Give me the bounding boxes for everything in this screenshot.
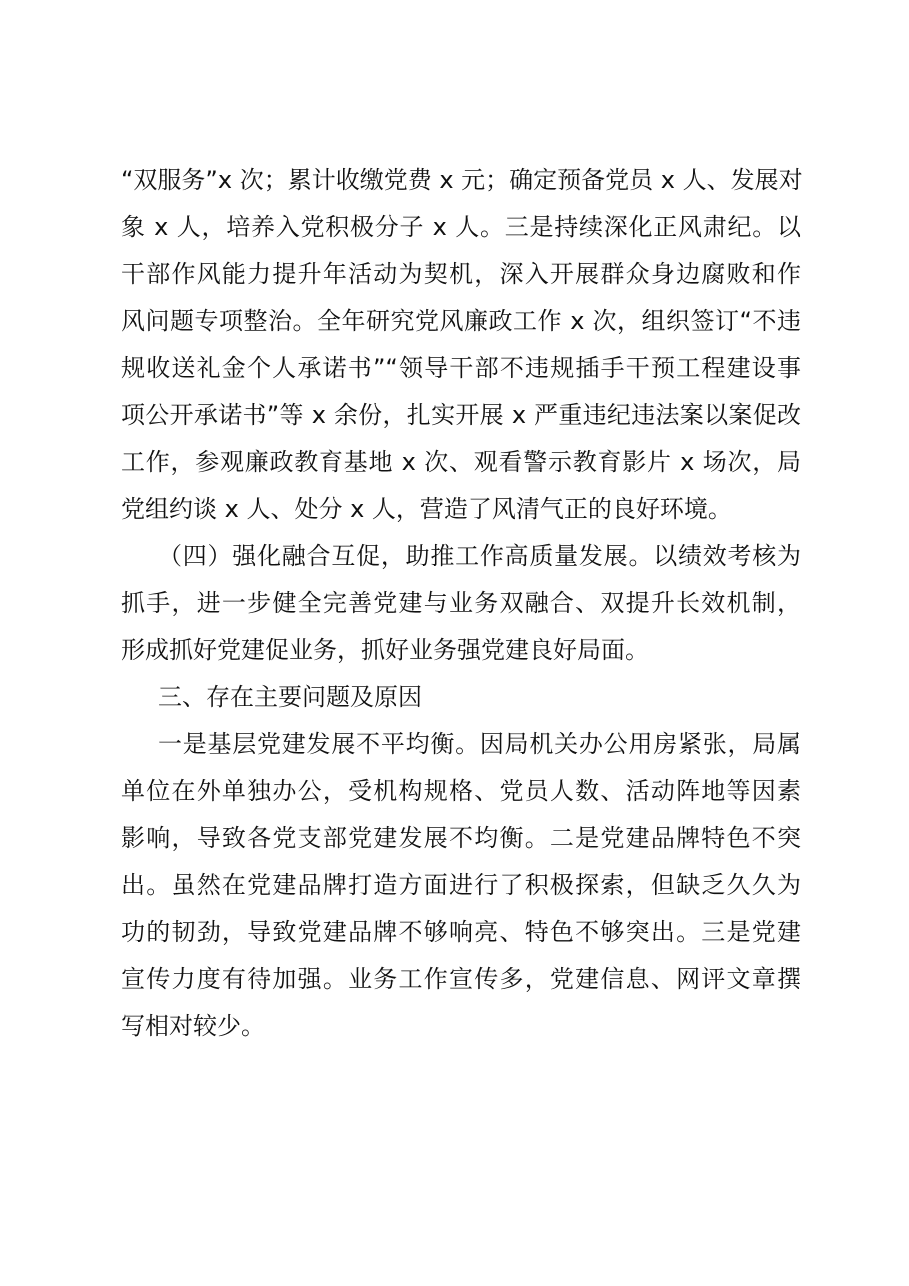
- text-line-8: 党组约谈 x 人、处分 x 人，营造了风清气正的良好环境。: [121, 495, 732, 523]
- text-line-3: 干部作风能力提升年活动为契机，深入开展群众身边腐败和作: [121, 260, 801, 288]
- body-text: [121, 157, 801, 1050]
- text-line-13: 一是基层党建发展不平均衡。因局机关办公用房紧张，局属: [158, 730, 801, 758]
- text-line-15: 影响，导致各党支部党建发展不均衡。二是党建品牌特色不突: [121, 824, 801, 852]
- text-line-19: 写相对较少。: [121, 1012, 265, 1040]
- text-line-10: 抓手，进一步健全完善党建与业务双融合、双提升长效机制，: [121, 589, 801, 617]
- text-line-14: 单位在外单独办公，受机构规格、党员人数、活动阵地等因素: [121, 777, 801, 805]
- text-line-7: 工作，参观廉政教育基地 x 次、观看警示教育影片 x 场次，局: [121, 448, 801, 476]
- text-line-6: 项公开承诺书”等 x 余份，扎实开展 x 严重违纪违法案以案促改: [121, 401, 801, 429]
- text-line-17: 功的韧劲，导致党建品牌不够响亮、特色不够突出。三是党建: [121, 918, 801, 946]
- section-heading-four: （四）强化融合互促，助推工作高质量发展。以绩效考核为: [158, 542, 801, 570]
- text-line-11: 形成抓好党建促业务，抓好业务强党建良好局面。: [121, 636, 649, 664]
- text-line-1: “双服务”x 次；累计收缴党费 x 元；确定预备党员 x 人、发展对: [121, 166, 803, 194]
- text-line-18: 宣传力度有待加强。业务工作宣传多，党建信息、网评文章撰: [121, 965, 801, 993]
- text-line-2: 象 x 人，培养入党积极分子 x 人。三是持续深化正风肃纪。以: [121, 213, 801, 241]
- text-line-5: 规收送礼金个人承诺书”“领导干部不违规插手干预工程建设事: [121, 354, 801, 382]
- section-heading-three: 三、存在主要问题及原因: [158, 683, 422, 711]
- text-line-16: 出。虽然在党建品牌打造方面进行了积极探索，但缺乏久久为: [121, 871, 801, 899]
- text-line-4: 风问题专项整治。全年研究党风廉政工作 x 次，组织签订“不违: [121, 307, 801, 335]
